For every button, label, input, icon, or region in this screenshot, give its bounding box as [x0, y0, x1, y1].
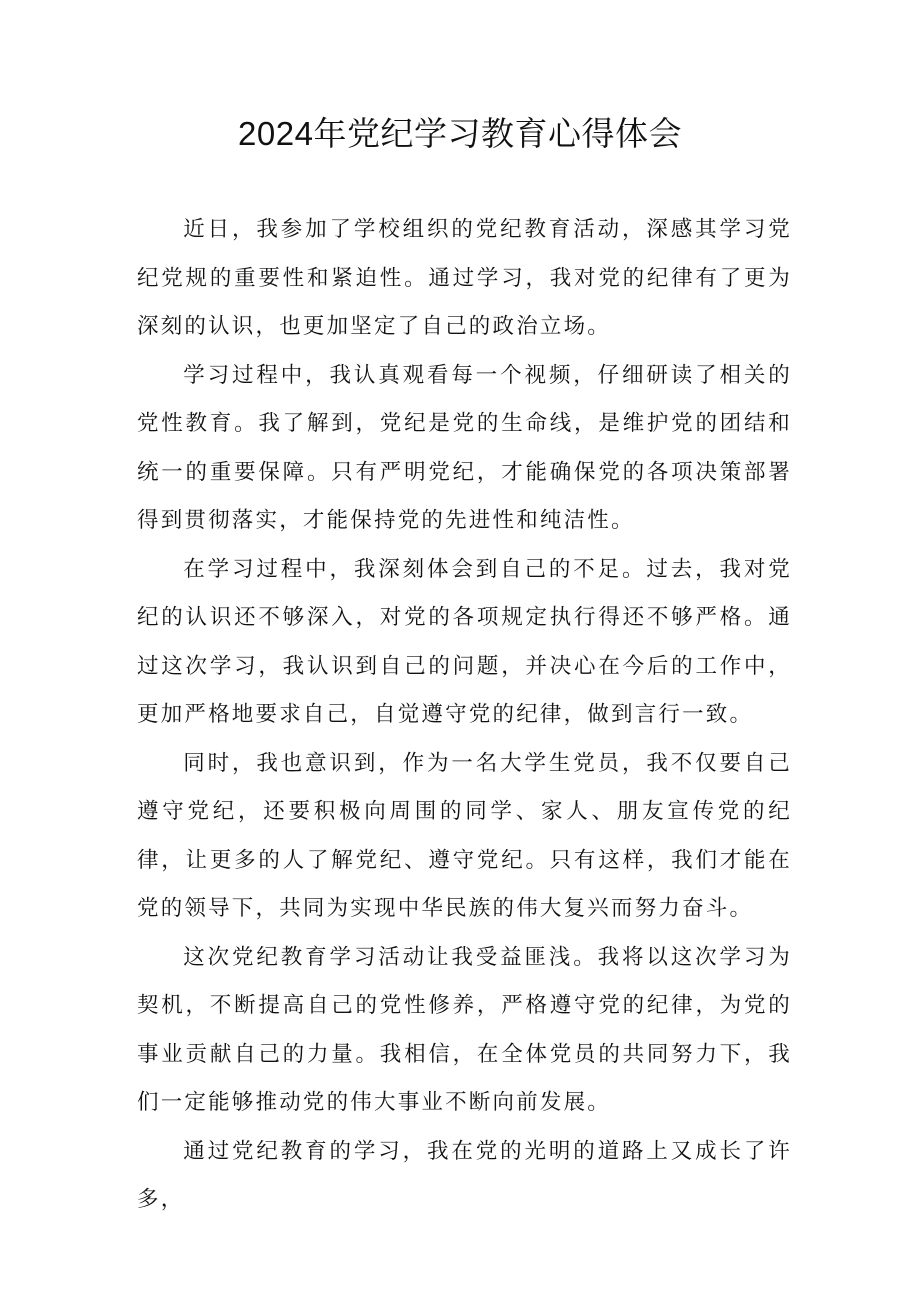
paragraph-2: 学习过程中，我认真观看每一个视频，仔细研读了相关的党性教育。我了解到，党纪是党的生命线，是维护党的团结和统一的重要保障。只有严明党纪，才能确保党的各项决策部署得到贯彻落实，才能保持党的先进性和纯洁性。 [137, 362, 792, 533]
paragraph-5: 这次党纪教育学习活动让我受益匪浅。我将以这次学习为契机，不断提高自己的党性修养，严格遵守党的纪律，为党的事业贡献自己的力量。我相信，在全体党员的共同努力下，我们一定能够推动党的伟大事业不断向前发展。 [137, 944, 792, 1115]
paragraph-1: 近日，我参加了学校组织的党纪教育活动，深感其学习党纪党规的重要性和紧迫性。通过学习，我对党的纪律有了更为深刻的认识，也更加坚定了自己的政治立场。 [137, 217, 792, 339]
paragraph-6: 通过党纪教育的学习，我在党的光明的道路上又成长了许多， [137, 1138, 792, 1212]
document-body [137, 206, 792, 1225]
paragraph-4: 同时，我也意识到，作为一名大学生党员，我不仅要自己遵守党纪，还要积极向周围的同学、家人、朋友宣传党的纪律，让更多的人了解党纪、遵守党纪。只有这样，我们才能在党的领导下，共同为实现中华民族的伟大复兴而努力奋斗。 [137, 750, 792, 921]
paragraph-3: 在学习过程中，我深刻体会到自己的不足。过去，我对党纪的认识还不够深入，对党的各项规定执行得还不够严格。通过这次学习，我认识到自己的问题，并决心在今后的工作中，更加严格地要求自己，自觉遵守党的纪律，做到言行一致。 [137, 556, 792, 727]
document-title: 2024年党纪学习教育心得体会 [238, 115, 682, 152]
